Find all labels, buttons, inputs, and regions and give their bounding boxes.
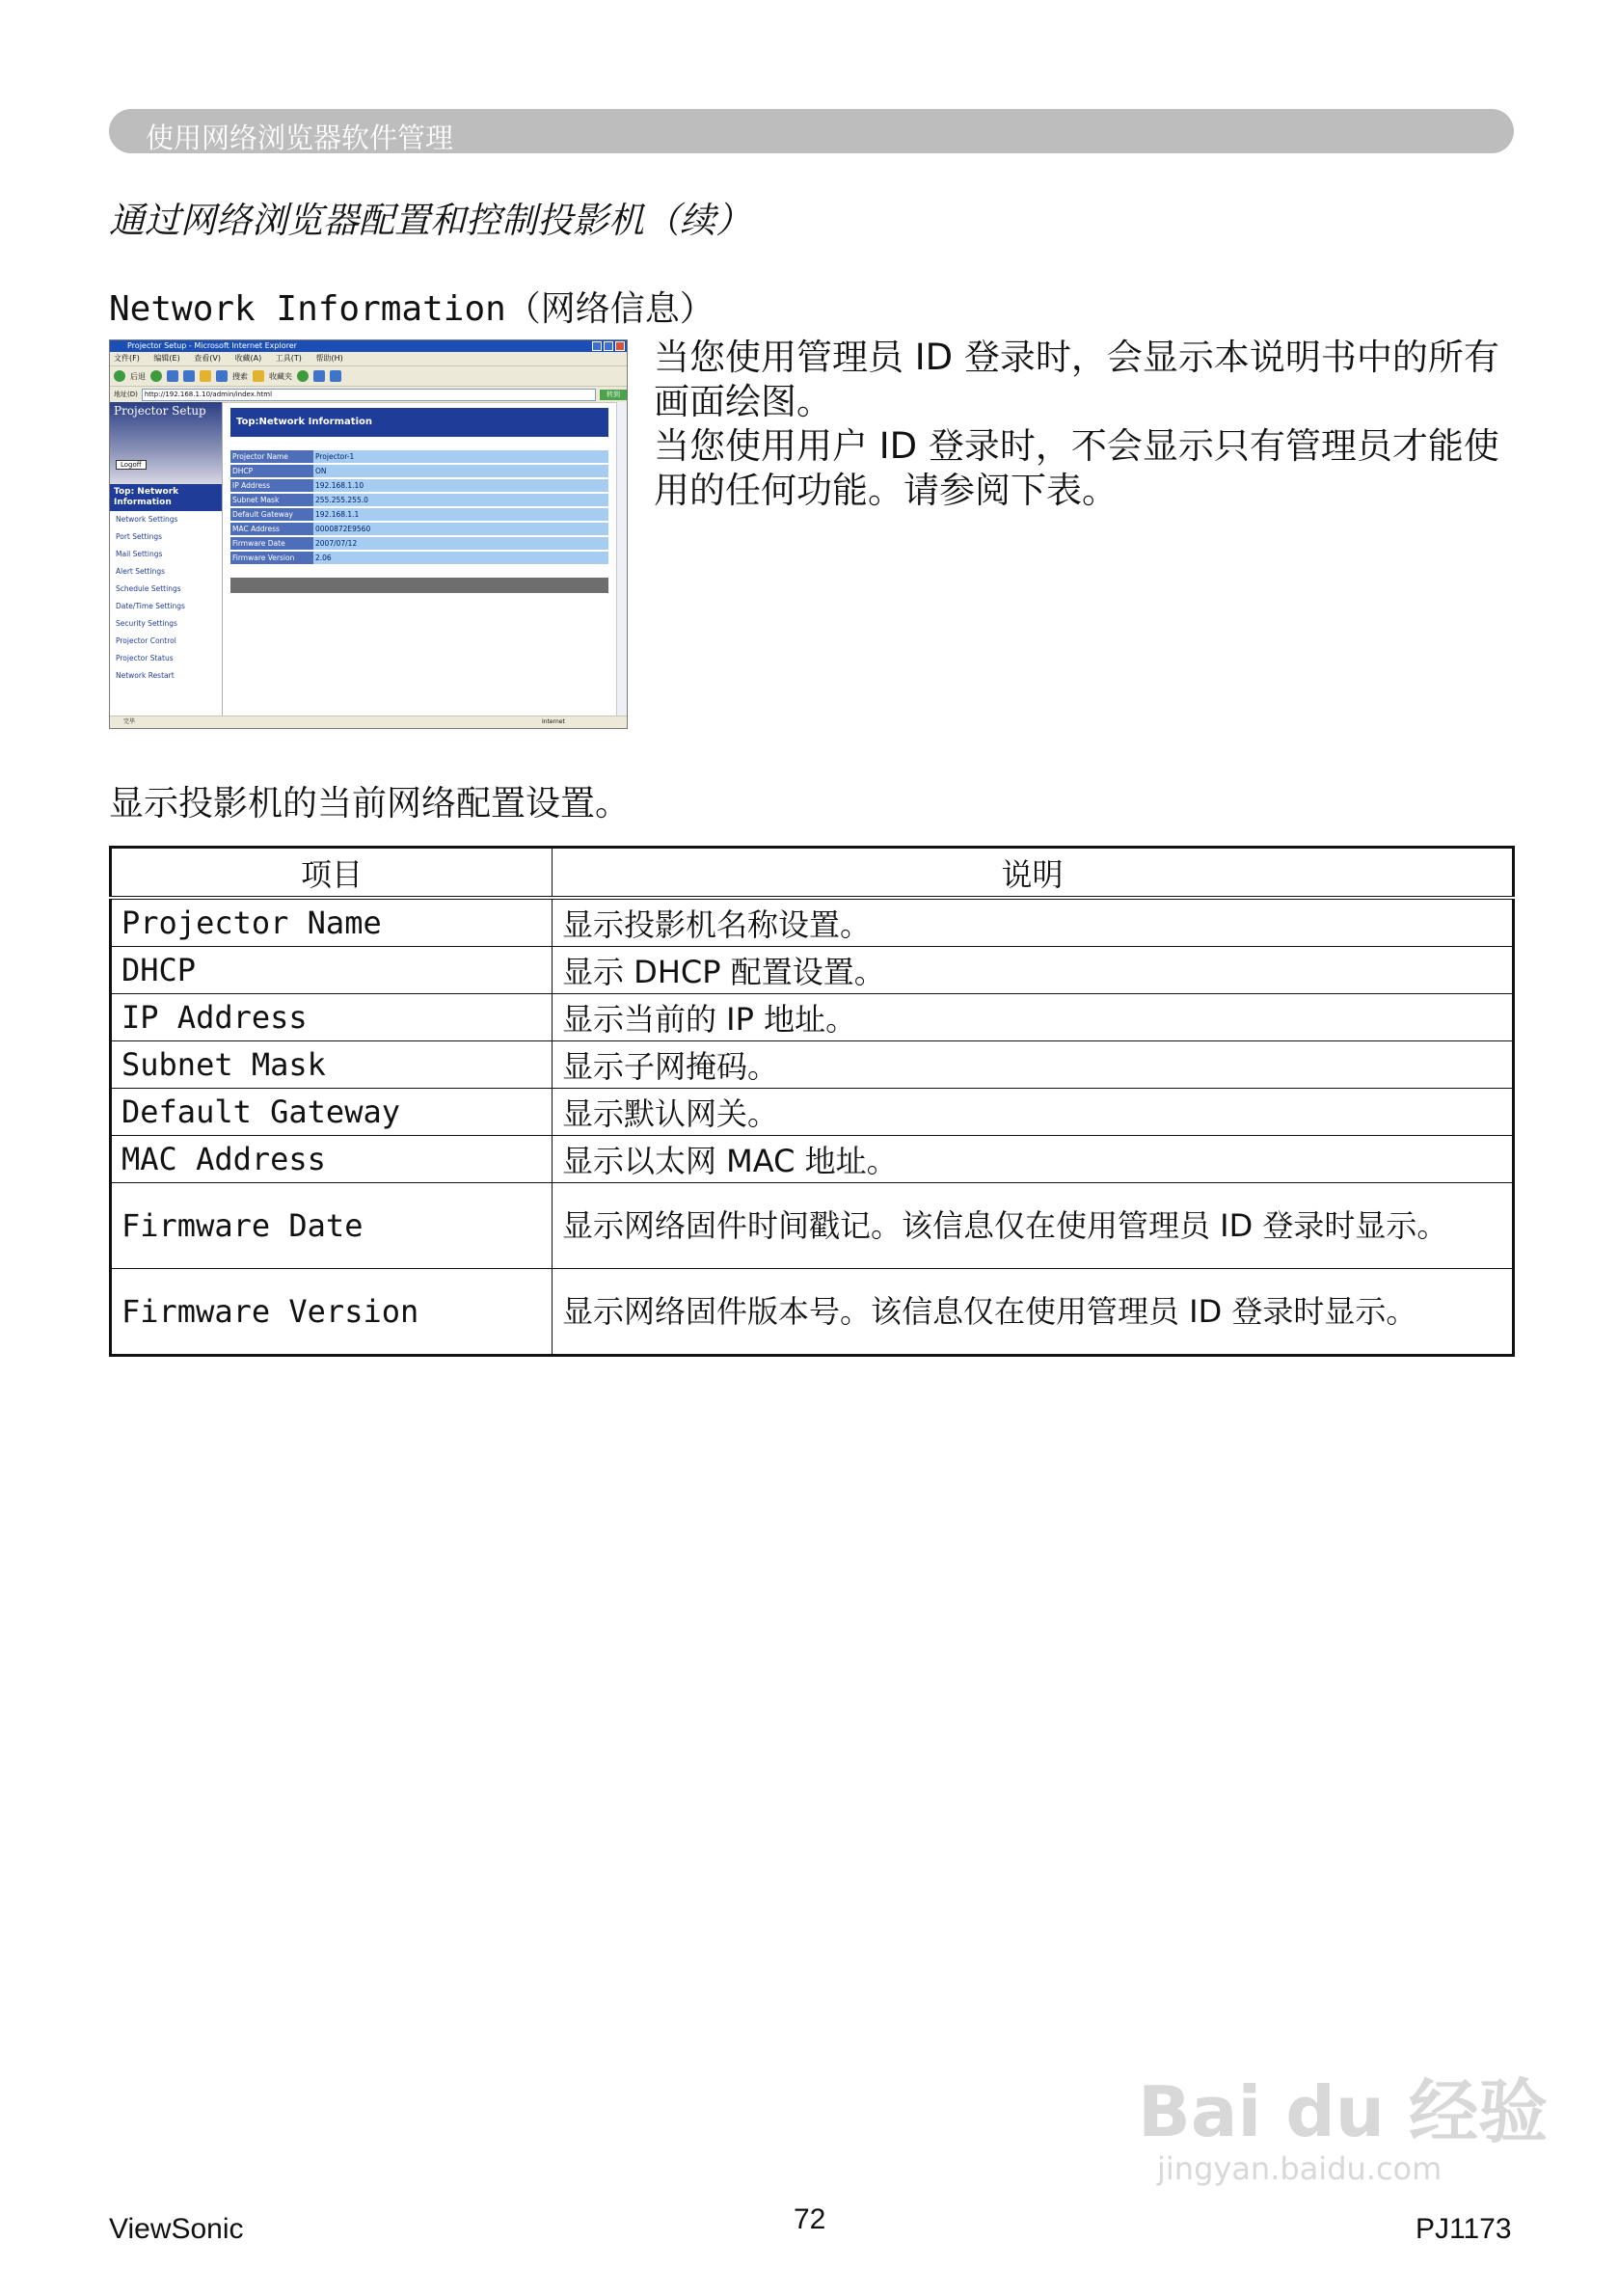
search-icon bbox=[216, 370, 228, 382]
search-label: 搜索 bbox=[232, 371, 248, 381]
info-key: Subnet Mask bbox=[230, 493, 313, 507]
item-cell: MAC Address bbox=[111, 1136, 553, 1183]
info-value: Projector-1 bbox=[313, 450, 608, 464]
logo-text: Projector Setup bbox=[114, 404, 206, 418]
favorites-label: 收藏夹 bbox=[269, 371, 292, 381]
column-header-desc: 说明 bbox=[553, 848, 1514, 899]
desc-cell: 显示当前的 IP 地址。 bbox=[553, 994, 1514, 1041]
info-key: IP Address bbox=[230, 478, 313, 493]
browser-title-bar bbox=[110, 340, 627, 352]
sidebar-item: Projector Control bbox=[116, 636, 176, 645]
item-cell: IP Address bbox=[111, 994, 553, 1041]
item-cell: DHCP bbox=[111, 947, 553, 994]
sidebar-item: Projector Status bbox=[116, 654, 174, 662]
network-info-table bbox=[230, 450, 608, 566]
table-row bbox=[111, 994, 1514, 1041]
info-key: Default Gateway bbox=[230, 507, 313, 522]
desc-cell: 显示投影机名称设置。 bbox=[553, 898, 1514, 947]
stop-icon bbox=[167, 370, 178, 382]
sidebar-item: Date/Time Settings bbox=[116, 602, 185, 610]
network-info-reference-table bbox=[109, 846, 1515, 1357]
menu-item: 文件(F) bbox=[114, 354, 140, 363]
info-value: ON bbox=[313, 464, 608, 478]
watermark-url: jingyan.baidu.com bbox=[1157, 2150, 1443, 2187]
info-value: 2007/07/12 bbox=[313, 536, 608, 551]
table-row bbox=[111, 1183, 1514, 1269]
projector-setup-sidebar bbox=[110, 402, 223, 716]
address-field: http://192.168.1.10/admin/index.html bbox=[142, 389, 596, 401]
desc-cell: 显示以太网 MAC 地址。 bbox=[553, 1136, 1514, 1183]
browser-screenshot bbox=[109, 339, 628, 729]
desc-cell: 显示 DHCP 配置设置。 bbox=[553, 947, 1514, 994]
browser-address-bar bbox=[110, 387, 627, 403]
info-value: 0000872E9560 bbox=[313, 522, 608, 536]
print-icon bbox=[330, 370, 341, 382]
item-cell: Default Gateway bbox=[111, 1089, 553, 1136]
window-buttons bbox=[592, 341, 625, 351]
info-value: 255.255.255.0 bbox=[313, 493, 608, 507]
zone-text: Internet bbox=[542, 718, 565, 725]
browser-menu-bar bbox=[110, 352, 627, 366]
minimize-icon bbox=[592, 341, 602, 351]
refresh-icon bbox=[183, 370, 195, 382]
back-label: 后退 bbox=[130, 371, 146, 381]
sidebar-item: Network Settings bbox=[116, 515, 178, 524]
table-row bbox=[111, 1089, 1514, 1136]
forward-icon bbox=[150, 370, 162, 382]
logoff-button: Logoff bbox=[116, 460, 147, 470]
info-row bbox=[230, 536, 608, 551]
table-row bbox=[111, 947, 1514, 994]
info-row bbox=[230, 478, 608, 493]
table-row bbox=[111, 898, 1514, 947]
table-row bbox=[111, 1136, 1514, 1183]
status-text: 完毕 bbox=[123, 718, 136, 725]
menu-item: 查看(V) bbox=[194, 354, 221, 363]
browser-content bbox=[110, 402, 627, 716]
watermark-logo: Bai du 经验 bbox=[1138, 2071, 1549, 2152]
table-row bbox=[111, 1269, 1514, 1356]
menu-item: 工具(T) bbox=[275, 354, 302, 363]
info-key: Projector Name bbox=[230, 450, 313, 464]
footer-brand: ViewSonic bbox=[109, 2213, 244, 2245]
info-value: 2.06 bbox=[313, 551, 608, 565]
sidebar-item: Network Restart bbox=[116, 671, 175, 680]
info-row bbox=[230, 522, 608, 536]
browser-status-bar bbox=[110, 716, 627, 728]
sidebar-item-active: Top: Network Information bbox=[110, 484, 222, 511]
header-title: 使用网络浏览器软件管理 bbox=[146, 122, 454, 154]
network-info-panel bbox=[223, 402, 627, 716]
menu-item: 收藏(A) bbox=[234, 354, 262, 363]
item-cell: Subnet Mask bbox=[111, 1041, 553, 1089]
projector-setup-logo bbox=[110, 402, 222, 484]
info-row bbox=[230, 464, 608, 478]
favorites-icon bbox=[253, 370, 264, 382]
sidebar-item: Port Settings bbox=[116, 532, 163, 541]
panel-title: Top:Network Information bbox=[230, 408, 608, 437]
info-key: DHCP bbox=[230, 464, 313, 478]
close-icon bbox=[615, 341, 625, 351]
item-cell: Firmware Date bbox=[111, 1183, 553, 1269]
baidu-watermark bbox=[1138, 2073, 1548, 2187]
sidebar-item: Alert Settings bbox=[116, 567, 165, 576]
back-icon bbox=[114, 370, 125, 382]
desc-cell: 显示网络固件时间戳记。该信息仅在使用管理员 ID 登录时显示。 bbox=[553, 1183, 1514, 1269]
desc-cell: 显示子网掩码。 bbox=[553, 1041, 1514, 1089]
footer-model: PJ1173 bbox=[1416, 2213, 1512, 2245]
info-value: 192.168.1.10 bbox=[313, 478, 608, 493]
page-number: 72 bbox=[794, 2203, 826, 2235]
info-row bbox=[230, 450, 608, 464]
item-cell: Firmware Version bbox=[111, 1269, 553, 1356]
info-row bbox=[230, 493, 608, 507]
column-header-item: 项目 bbox=[111, 848, 553, 899]
section-title: Network Information（网络信息） bbox=[109, 289, 715, 329]
description-paragraph: 当您使用用户 ID 登录时，不会显示只有管理员才能使用的任何功能。请参阅下表。 bbox=[654, 425, 1499, 511]
address-label: 地址(D) bbox=[114, 391, 138, 398]
info-key: MAC Address bbox=[230, 522, 313, 536]
info-key: Firmware Version bbox=[230, 551, 313, 565]
panel-footer-bar bbox=[230, 578, 608, 593]
table-header-row bbox=[111, 848, 1514, 899]
browser-scrollbar bbox=[616, 402, 627, 716]
page-subtitle: 通过网络浏览器配置和控制投影机（续） bbox=[109, 200, 751, 241]
table-row bbox=[111, 1041, 1514, 1089]
header-bar bbox=[109, 109, 1514, 153]
desc-cell: 显示网络固件版本号。该信息仅在使用管理员 ID 登录时显示。 bbox=[553, 1269, 1514, 1356]
sidebar-item: Mail Settings bbox=[116, 550, 163, 558]
browser-toolbar bbox=[110, 366, 627, 387]
mail-icon bbox=[313, 370, 325, 382]
desc-cell: 显示默认网关。 bbox=[553, 1089, 1514, 1136]
description bbox=[654, 336, 1522, 513]
info-row bbox=[230, 507, 608, 522]
sidebar-item: Schedule Settings bbox=[116, 584, 181, 593]
current-settings-text: 显示投影机的当前网络配置设置。 bbox=[109, 784, 631, 824]
info-key: Firmware Date bbox=[230, 536, 313, 551]
home-icon bbox=[200, 370, 211, 382]
sidebar-item: Security Settings bbox=[116, 619, 177, 628]
go-button: 转到 bbox=[600, 390, 627, 400]
description-paragraph: 当您使用管理员 ID 登录时，会显示本说明书中的所有画面绘图。 bbox=[654, 337, 1499, 422]
browser-window-title: Projector Setup - Microsoft Internet Explorer bbox=[127, 341, 297, 350]
maximize-icon bbox=[604, 341, 613, 351]
info-row bbox=[230, 551, 608, 565]
info-value: 192.168.1.1 bbox=[313, 507, 608, 522]
menu-item: 编辑(E) bbox=[153, 354, 180, 363]
menu-item: 帮助(H) bbox=[315, 354, 343, 363]
history-icon bbox=[297, 370, 309, 382]
item-cell: Projector Name bbox=[111, 898, 553, 947]
